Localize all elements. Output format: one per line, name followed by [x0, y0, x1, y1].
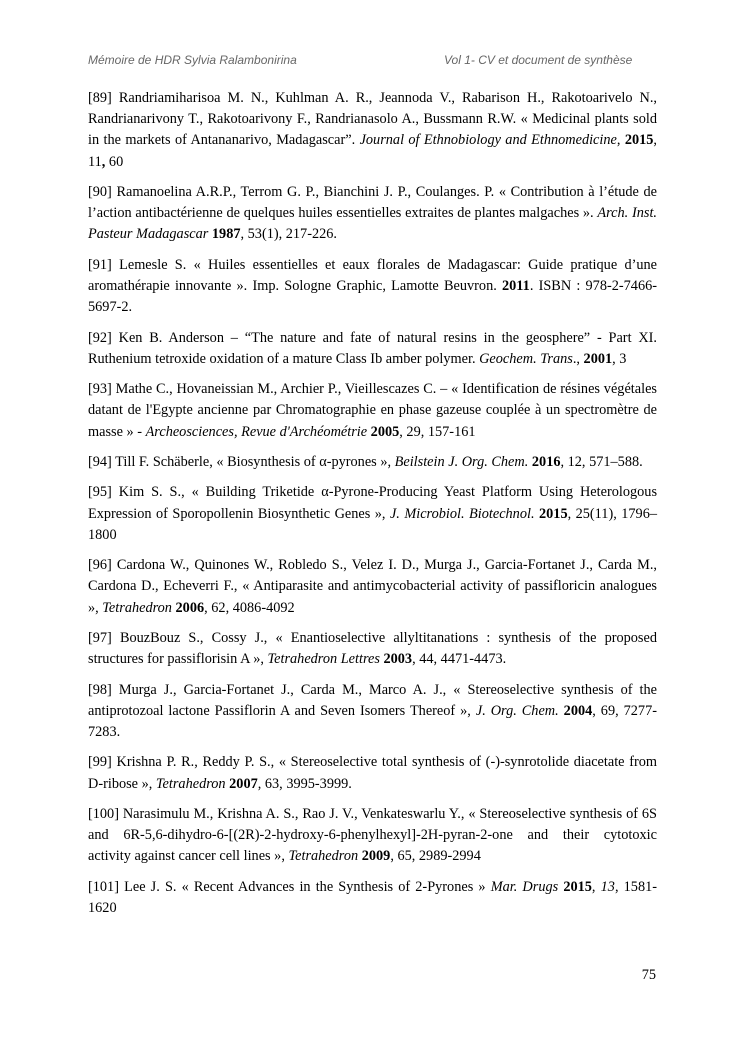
reference-pages: , 53(1), 217-226. — [240, 226, 337, 243]
reference-title: « Contribution à l’étude de l’action antibactérienne de quelques huiles essentielles extraites de plantes malgaches ». — [88, 184, 657, 222]
reference-title: « Antiparasite and antimycobacterial activity of passifloricin analogues », — [88, 578, 657, 616]
reference-journal: Journal of Ethnobiology and Ethnomedicine — [359, 132, 617, 149]
reference-number: [90] — [88, 184, 112, 200]
reference-title: « Medicinal plants sold in the markets of Antananarivo, Madagascar”. — [88, 111, 657, 149]
reference-volume: , 11 — [88, 132, 657, 170]
reference-title: « Stereoselective total synthesis of (-)-synrotolide diacetate from D-ribose », — [88, 754, 658, 792]
reference-year: 2015 — [539, 505, 568, 522]
reference-year: 2009 — [361, 848, 391, 865]
reference-title: « Recent Advances in the Synthesis of 2-Pyrones » — [181, 878, 491, 895]
reference-list — [88, 88, 657, 928]
reference-journal: Beilstein J. Org. Chem. — [394, 453, 529, 470]
reference-item — [88, 88, 657, 173]
reference-number: [101] — [88, 878, 119, 895]
reference-number: [99] — [88, 754, 112, 771]
reference-pages: , 29, 157-161 — [399, 423, 476, 440]
reference-item — [88, 555, 657, 619]
reference-pages: , 12, 571–588. — [560, 453, 643, 470]
reference-journal: Tetrahedron — [155, 775, 226, 792]
reference-pages: , 44, 4471-4473. — [412, 651, 507, 668]
reference-authors: Narasimulu M., Krishna A. S., Rao J. V., Venkateswarlu Y., — [122, 805, 469, 822]
reference-number: [97] — [88, 629, 112, 646]
reference-year: 2001 — [583, 350, 613, 367]
reference-pages: , 25(11), 1796–1800 — [88, 505, 657, 543]
page-number: 75 — [641, 967, 656, 983]
reference-number: [100] — [88, 805, 119, 822]
reference-year: 2015 — [563, 878, 592, 895]
reference-journal: J. Org. Chem. — [475, 702, 559, 719]
header-right-text: Vol 1- CV et document de synthèse — [444, 53, 633, 67]
reference-item — [88, 628, 657, 670]
reference-year: 2007 — [229, 775, 258, 792]
reference-item — [88, 680, 657, 744]
reference-item — [88, 379, 657, 443]
reference-number: [93] — [88, 381, 112, 398]
reference-item — [88, 877, 657, 919]
reference-authors: Lemesle S. — [119, 256, 194, 273]
reference-separator: ., — [572, 350, 584, 367]
reference-authors: Lee J. S. — [124, 878, 182, 895]
reference-pages: 60 — [105, 153, 124, 170]
reference-authors: Randriamiharisoa M. N., Kuhlman A. R., Jeannoda V., Rabarison H., Rakotoarivelo N., Randrianarivony T., Rakotoarivony F., Randrianasolo A., Bussmann R.W. — [88, 90, 657, 128]
reference-title: « Biosynthesis of α-pyrones », — [216, 453, 395, 470]
reference-pages: , 3 — [612, 350, 627, 367]
reference-number: [91] — [88, 256, 112, 273]
reference-pages: , 63, 3995-3999. — [257, 775, 352, 792]
reference-separator: , — [101, 153, 106, 170]
reference-title: « Enantioselective allyltitanations : synthesis of the proposed structures for passiflorisin A », — [88, 629, 657, 668]
reference-year: 2006 — [175, 599, 205, 616]
reference-separator: , — [591, 878, 601, 895]
reference-journal: Tetrahedron — [288, 848, 359, 865]
reference-pages: , 65, 2989-2994 — [390, 848, 481, 865]
reference-journal: J. Microbiol. Biotechnol. — [389, 505, 535, 522]
reference-item — [88, 255, 657, 319]
reference-year: 2016 — [531, 453, 561, 470]
reference-year: 2011 — [502, 278, 530, 294]
reference-title: « Stereoselective synthesis of 6S and 6R-5,6-dihydro-6-[(2R)-2-hydroxy-6-phenylhexyl]-2H-pyran-2-one and their cytotoxic activity against cancer cell lines », — [88, 805, 657, 865]
reference-year: 1987 — [211, 226, 241, 243]
reference-item — [88, 452, 657, 473]
reference-authors: Till F. Schäberle, — [115, 453, 217, 470]
reference-journal: Tetrahedron — [102, 599, 172, 616]
reference-pages: , 69, 7277-7283. — [88, 702, 657, 740]
reference-separator: , — [616, 132, 625, 149]
reference-title: « Building Triketide α-Pyrone-Producing Yeast Platform Using Heterologous Expression of Sporopollenin Biosynthetic Genes », — [88, 484, 658, 522]
reference-pages: , 62, 4086-4092 — [204, 599, 295, 616]
reference-journal: Arch. Inst. Pasteur Madagascar — [88, 205, 657, 243]
reference-item — [88, 328, 657, 370]
reference-year: 2005 — [370, 423, 400, 440]
reference-authors: Ken B. Anderson – — [118, 329, 245, 346]
reference-number: [96] — [88, 557, 112, 574]
reference-authors: Murga J., Garcia-Fortanet J., Carda M., Marco A. J., — [118, 681, 454, 698]
reference-authors: Kim S. S., — [118, 484, 192, 501]
reference-journal: Geochem. Trans — [479, 350, 573, 367]
header-left-text: Mémoire de HDR Sylvia Ralambonirina — [88, 53, 297, 67]
reference-year: 2015 — [624, 132, 654, 149]
reference-authors: BouzBouz S., Cossy J., — [119, 629, 276, 646]
reference-pages: , 1581-1620 — [88, 878, 658, 916]
reference-volume: 13 — [600, 878, 615, 895]
reference-number: [92] — [88, 329, 112, 346]
reference-item — [88, 482, 657, 546]
reference-number: [98] — [88, 681, 112, 698]
reference-title: “The nature and fate of natural resins in the geosphere” - Part XI. Ruthenium tetroxide oxidation of a mature Class Ib amber polymer. — [88, 329, 657, 367]
reference-title: « Huiles essentielles et eaux florales de Madagascar: Guide pratique d’une aromathérapie innovante ». Imp. Sologne Graphic, Lamotte Beuvron. — [88, 256, 657, 294]
reference-year: 2004 — [563, 702, 593, 719]
reference-number: [95] — [88, 484, 112, 501]
reference-item — [88, 804, 657, 868]
reference-authors: Krishna P. R., Reddy P. S., — [116, 754, 279, 771]
reference-journal: Archeosciences, Revue d'Archéométrie — [145, 423, 368, 440]
reference-title: « Stereoselective synthesis of the antiprotozoal lactone Passiflorin A and Seven Isomers Thereof », — [88, 681, 657, 719]
reference-authors: Ramanoelina A.R.P., Terrom G. P., Bianchini J. P., Coulanges. P. — [116, 184, 499, 200]
reference-item — [88, 752, 657, 794]
reference-title: « Identification de résines végétales datant de l'Egypte ancienne par Chromatographie en phase gazeuse couplée à un spectromètre de masse » - — [88, 381, 657, 440]
reference-number: [89] — [88, 90, 112, 106]
reference-item — [88, 182, 657, 246]
reference-authors: Mathe C., Hovaneissian M., Archier P., Vieillescazes C. – — [115, 381, 452, 398]
reference-number: [94] — [88, 453, 112, 470]
reference-journal: Tetrahedron Lettres — [267, 651, 380, 668]
reference-journal: Mar. Drugs — [490, 878, 559, 895]
reference-pages: . ISBN : 978-2-7466-5697-2. — [88, 278, 657, 316]
reference-year: 2003 — [383, 651, 413, 668]
reference-authors: Cardona W., Quinones W., Robledo S., Velez I. D., Murga J., Garcia-Fortanet J., Carda M., Cardona D., Echeverri F., — [88, 557, 657, 595]
